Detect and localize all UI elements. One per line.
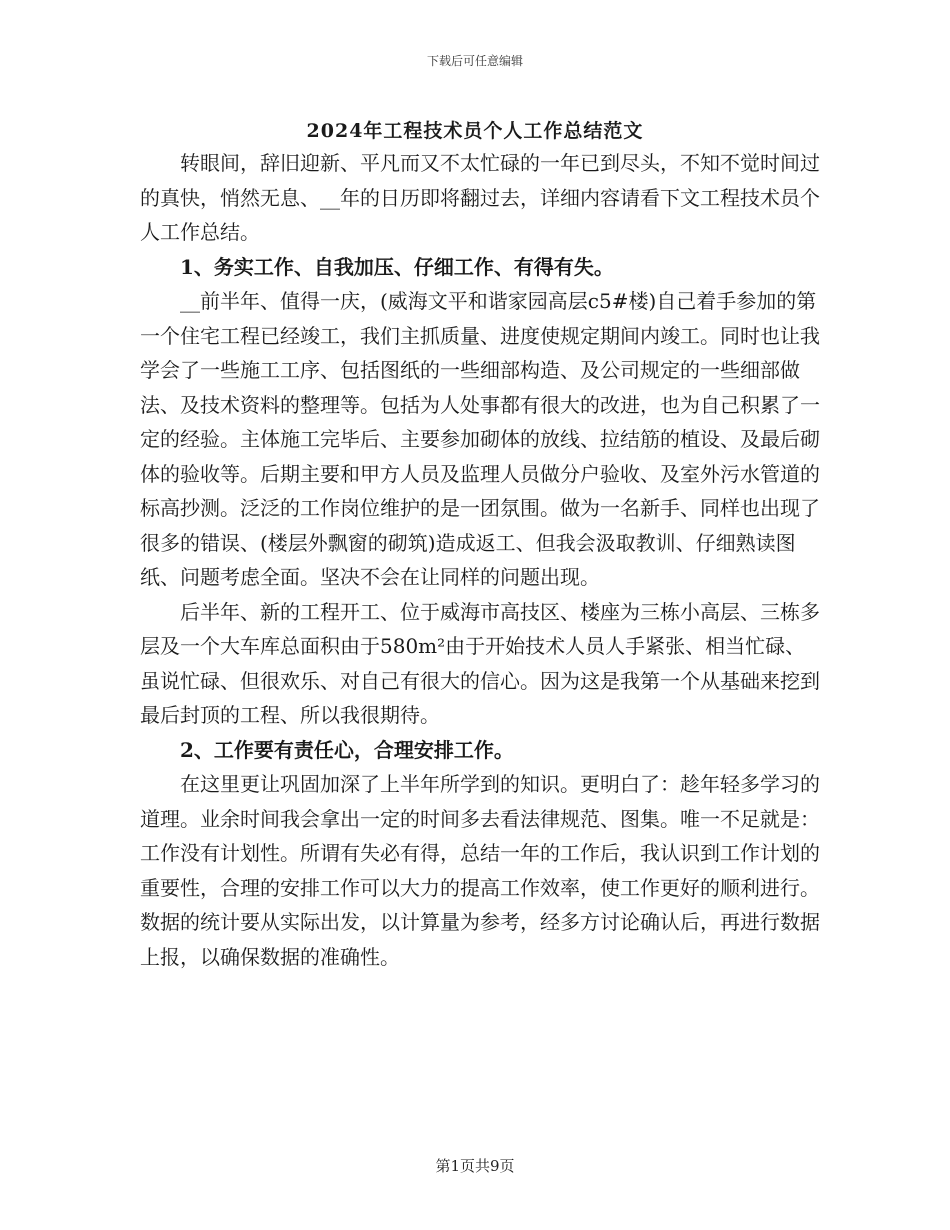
- body-paragraph: __前半年、值得一庆，(威海文平和谐家园高层c5#楼)自己着手参加的第一个住宅工程已经竣工，我们主抓质量、进度使规定期间内竣工。同时也让我学会了一些施工工序、包括图纸的一些细部构造、及公司规定的一些细部做法、及技术资料的整理等。包括为人处事都有很大的改进，也为自己积累了一定的经验。主体施工完毕后、主要参加砌体的放线、拉结筋的植设、及最后砌体的验收等。后期主要和甲方人员及监理人员做分户验收、及室外污水管道的标高抄测。泛泛的工作岗位维护的是一团氛围。做为一名新手、同样也出现了很多的错误、(楼层外飘窗的砌筑)造成返工、但我会汲取教训、仔细熟读图纸、问题考虑全面。坚决不会在让同样的问题出现。: [140, 289, 820, 589]
- page-header-note: 下载后可任意编辑: [426, 54, 523, 68]
- document-title: 2024年工程技术员个人工作总结范文: [306, 120, 644, 142]
- section-heading-1: 1、务实工作、自我加压、仔细工作、有得有失。: [180, 254, 614, 279]
- intro-paragraph: 转眼间，辞旧迎新、平凡而又不太忙碌的一年已到尽头，不知不觉时间过的真快，悄然无息、__年的日历即将翻过去，详细内容请看下文工程技术员个人工作总结。: [140, 151, 820, 244]
- page-number-footer: 第1页共9页: [435, 1157, 515, 1175]
- body-paragraph: 在这里更让巩固加深了上半年所学到的知识。更明白了：趁年轻多学习的道理。业余时间我会拿出一定的时间多去看法律规范、图集。唯一不足就是：工作没有计划性。所谓有失必有得，总结一年的工作后，我认识到工作计划的重要性，合理的安排工作可以大力的提高工作效率，使工作更好的顺利进行。数据的统计要从实际出发，以计算量为参考，经多方讨论确认后，再进行数据上报，以确保数据的准确性。: [140, 772, 820, 969]
- section-heading-2: 2、工作要有责任心，合理安排工作。: [180, 737, 514, 762]
- document-body: [140, 146, 820, 974]
- body-paragraph: 后半年、新的工程开工、位于威海市高技区、楼座为三栋小高层、三栋多层及一个大车库总面积由于580m²由于开始技术人员人手紧张、相当忙碌、虽说忙碌、但很欢乐、对自己有很大的信心。因为这是我第一个从基础来挖到最后封顶的工程、所以我很期待。: [140, 599, 820, 727]
